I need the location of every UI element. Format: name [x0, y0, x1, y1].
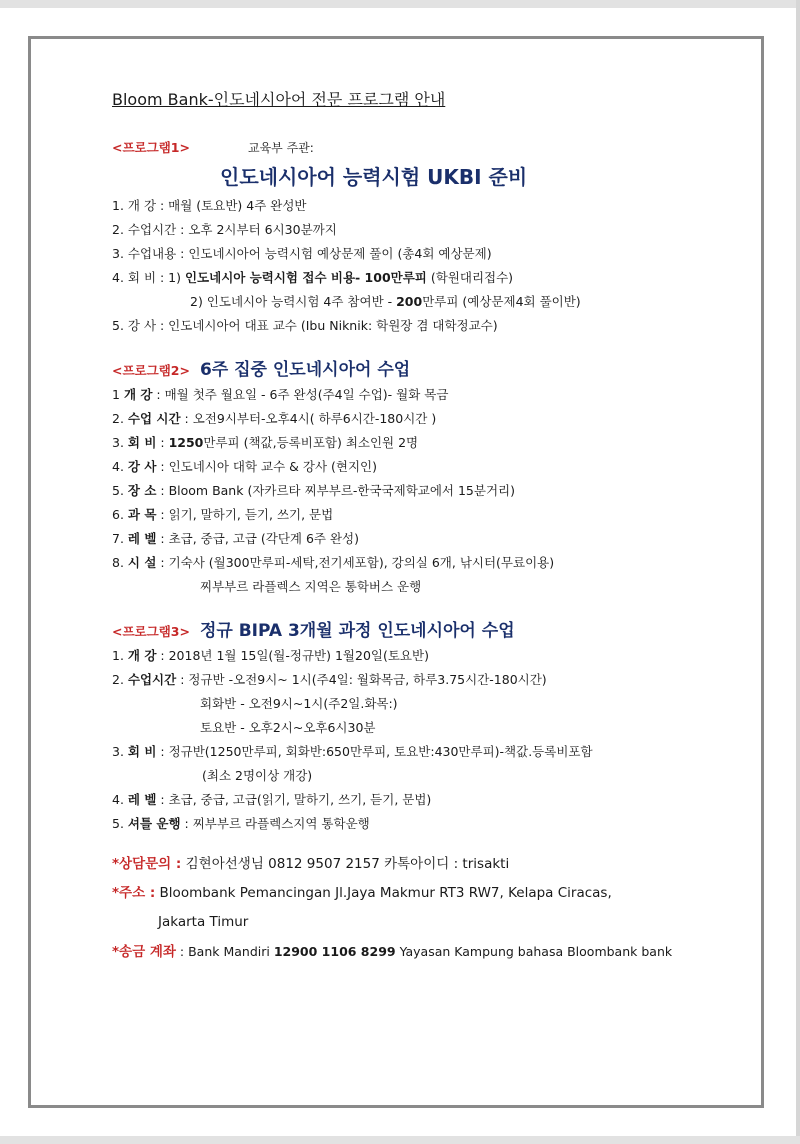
program2-row-bus: 찌부부르 라플렉스 지역은 통학버스 운행: [200, 579, 422, 594]
program1-fee2-amount: 200: [396, 294, 423, 309]
document-body: [112, 88, 752, 967]
row-number: 3.: [112, 435, 128, 450]
contact-inquiry-value: 김현아선생님 0812 9507 2157 카톡아이디 : trisakti: [181, 856, 510, 872]
program2-row-location: [112, 479, 752, 503]
program2-row-subjects: [112, 503, 752, 527]
row-value: : 2018년 1월 15일(월-정규반) 1월20일(토요반): [156, 648, 429, 663]
row-label: 회 비: [127, 435, 157, 450]
row-number: 7.: [112, 531, 128, 546]
program1-fee2-note: 만루피 (예상문제4회 풀이반): [422, 294, 581, 309]
row-value: : 초급, 중급, 고급 (각단계 6주 완성): [156, 531, 360, 546]
program1-fee1-text: 인도네시아 능력시험 접수 비용- 100만루피: [184, 270, 427, 285]
program1-row-teacher: 5. 강 사 : 인도네시아어 대표 교수 (Ibu Niknik: 학원장 겸 대학정교수): [112, 318, 498, 333]
program3-tag: <프로그램3>: [112, 624, 190, 639]
program1-fee2-text: 2) 인도네시아 능력시험 4주 참여반 -: [190, 294, 397, 309]
program3-row-level: [112, 788, 752, 812]
row-label: 개 강: [127, 648, 157, 663]
row-label: 강 사: [127, 459, 157, 474]
row-value: : 정규반 -오전9시~ 1시(주4일: 월화목금, 하루3.75시간-180시간): [176, 672, 547, 687]
program1-fee1-note: (학원대리접수): [426, 270, 514, 285]
row-number: 5.: [112, 816, 128, 831]
row-number: 2.: [112, 672, 128, 687]
row-number: 5.: [112, 483, 128, 498]
program3-row-minimum: (최소 2명이상 개강): [202, 768, 313, 783]
program1-row-fee2: [112, 290, 752, 314]
program2-header: [112, 358, 752, 383]
contact-bank: [112, 937, 752, 967]
contact-address-value: Bloombank Pemancingan Jl.Jaya Makmur RT3 RW7, Kelapa Ciracas,: [155, 885, 612, 901]
program3-heading: 정규 BIPA 3개월 과정 인도네시아어 수업: [199, 621, 515, 641]
program1-heading: 인도네시아어 능력시험 UKBI 준비: [220, 165, 528, 189]
row-number: 1.: [112, 648, 128, 663]
program1-org: 교육부 주관:: [248, 141, 314, 155]
row-number: 4.: [112, 459, 128, 474]
row-number: 4.: [112, 792, 128, 807]
program1-tag: <프로그램1>: [112, 140, 190, 155]
contact-bank-holder: Yayasan Kampung bahasa Bloombank bank: [395, 944, 673, 959]
program2-row-opening: [112, 383, 752, 407]
row-value: 만루피 (책값,등록비포함) 최소인원 2명: [203, 435, 419, 450]
contact-address-label: *주소 :: [112, 885, 156, 901]
row-amount: 1250: [168, 435, 204, 450]
row-value: : 정규반(1250만루피, 회화반:650만루피, 토요반:430만루피)-책값.등록비포함: [156, 744, 593, 759]
page-edge-right: [796, 0, 800, 1144]
document-title: Bloom Bank-인도네시아어 전문 프로그램 안내: [112, 90, 446, 109]
contact-address-city: Jakarta Timur: [158, 914, 249, 930]
row-label: 장 소: [127, 483, 157, 498]
row-label: 회 비: [127, 744, 157, 759]
program2-row-level: [112, 527, 752, 551]
row-value: : Bloom Bank (자카르타 찌부부르-한국국제학교에서 15분거리): [156, 483, 515, 498]
row-label: 수업시간: [127, 672, 177, 687]
program3-row-opening: [112, 644, 752, 668]
row-label: 레 벨: [127, 792, 157, 807]
page-edge-bottom: [0, 1136, 800, 1144]
row-label: 과 목: [127, 507, 157, 522]
row-value: : 읽기, 말하기, 듣기, 쓰기, 문법: [156, 507, 334, 522]
contact-bank-account: 12900 1106 8299: [273, 944, 396, 959]
program2-row-fee: [112, 431, 752, 455]
row-number: 6.: [112, 507, 128, 522]
row-number: 3.: [112, 744, 128, 759]
row-number: 2.: [112, 411, 128, 426]
row-label: 수업 시간: [127, 411, 181, 426]
row-label: 레 벨: [127, 531, 157, 546]
program1-row-time: 2. 수업시간 : 오후 2시부터 6시30분까지: [112, 222, 337, 237]
program1-fee-label: 4. 회 비 : 1): [112, 270, 185, 285]
row-value: : 기숙사 (월300만루피-세탁,전기세포함), 강의실 6개, 낚시터(무료이용): [156, 555, 555, 570]
program2-row-time: [112, 407, 752, 431]
row-value: : 초급, 중급, 고급(읽기, 말하기, 쓰기, 듣기, 문법): [156, 792, 432, 807]
program1-row-fee1: [112, 266, 752, 290]
program3-row-fee: [112, 740, 752, 764]
row-value: : 매월 첫주 월요일 - 6주 완성(주4일 수업)- 월화 목금: [152, 387, 449, 402]
contact-bank-label: *송금 계좌: [112, 944, 176, 960]
row-value: : 인도네시아 대학 교수 & 강사 (현지인): [156, 459, 377, 474]
program3-row-shuttle: [112, 812, 752, 836]
program3-row-time: [112, 668, 752, 692]
row-number: 8.: [112, 555, 128, 570]
program2-heading: 6주 집중 인도네시아어 수업: [199, 360, 411, 380]
program3-header: [112, 619, 752, 644]
row-value: : 오전9시부터-오후4시( 하루6시간-180시간 ): [180, 411, 437, 426]
contact-inquiry-label: *상담문의 :: [112, 856, 182, 872]
row-label: 개 강: [123, 387, 153, 402]
program3-row-conversation: 회화반 - 오전9시~1시(주2일.화목:): [200, 696, 398, 711]
row-label: 시 설: [127, 555, 157, 570]
program1-header: [112, 136, 752, 160]
program2-row-facilities: [112, 551, 752, 575]
page-edge-top: [0, 0, 800, 8]
row-label: 셔틀 운행: [127, 816, 181, 831]
program3-row-saturday: 토요반 - 오후2시~오후6시30분: [200, 720, 376, 735]
program1-row-opening: 1. 개 강 : 매월 (토요반) 4주 완성반: [112, 198, 307, 213]
contact-bank-name: : Bank Mandiri: [175, 944, 274, 959]
program2-row-teacher: [112, 455, 752, 479]
row-value: : 찌부부르 라플렉스지역 통학운행: [180, 816, 370, 831]
contact-inquiry: [112, 850, 752, 879]
contact-address: [112, 879, 752, 908]
row-number: 1: [112, 387, 124, 402]
row-separator: :: [156, 435, 169, 450]
program1-row-content: 3. 수업내용 : 인도네시아어 능력시험 예상문제 풀이 (총4회 예상문제): [112, 246, 492, 261]
program2-tag: <프로그램2>: [112, 363, 190, 378]
